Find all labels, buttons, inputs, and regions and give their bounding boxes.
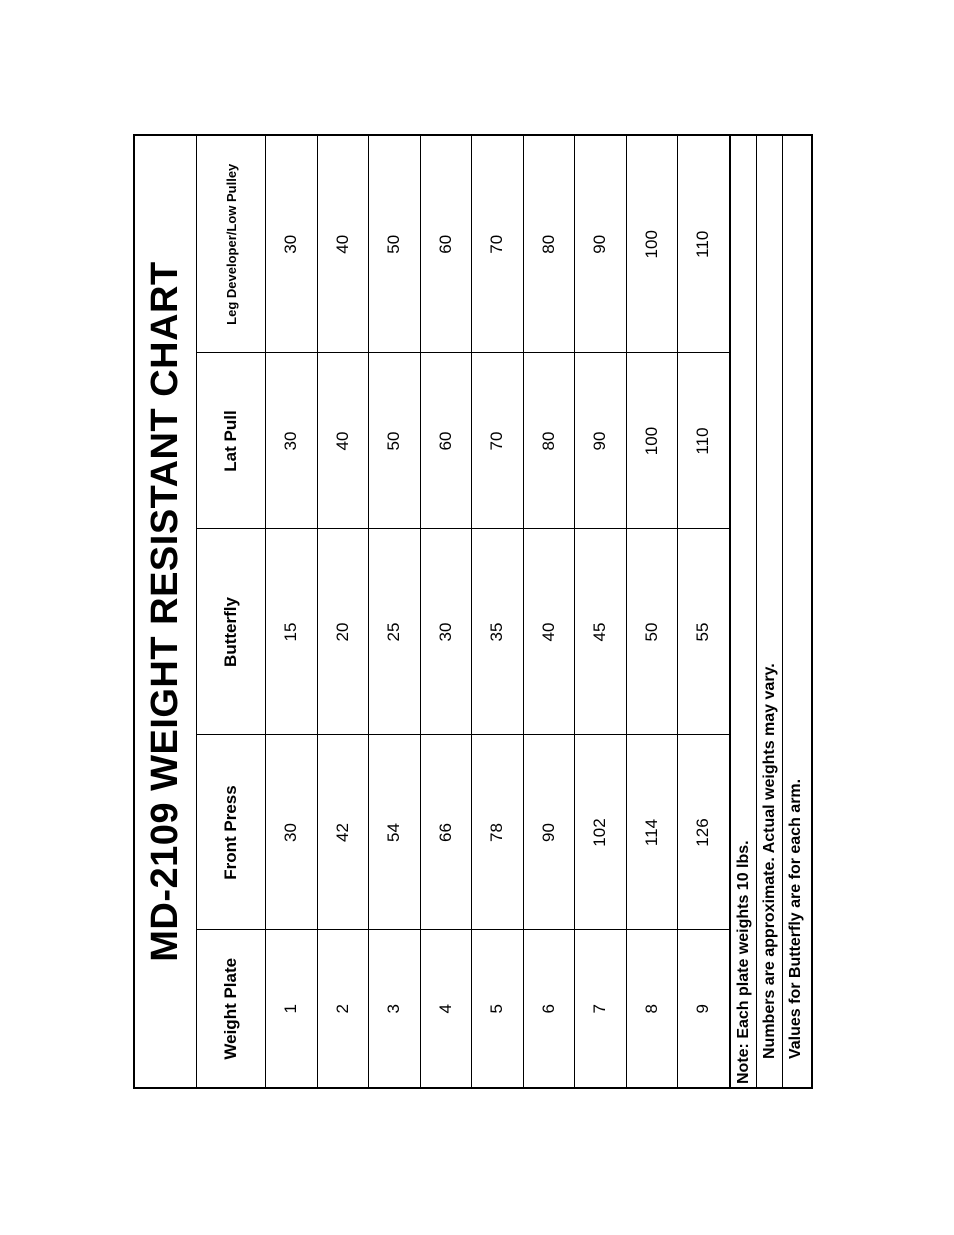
column-header-butterfly: Butterfly <box>197 529 266 735</box>
cell-lat-pull: 70 <box>472 353 524 529</box>
cell-weight-plate: 4 <box>420 930 472 1087</box>
cell-lat-pull: 40 <box>317 353 369 529</box>
cell-weight-plate: 8 <box>626 930 678 1087</box>
column-header-leg-developer: Leg Developer/Low Pulley <box>197 136 266 353</box>
cell-leg-developer: 110 <box>678 136 730 353</box>
cell-front-press: 126 <box>678 735 730 930</box>
column-header-weight-plate: Weight Plate <box>197 930 266 1087</box>
cell-weight-plate: 9 <box>678 930 730 1087</box>
cell-front-press: 54 <box>369 735 421 930</box>
table-row <box>523 136 575 1087</box>
cell-weight-plate: 6 <box>523 930 575 1087</box>
cell-butterfly: 50 <box>626 529 678 735</box>
cell-butterfly: 45 <box>575 529 627 735</box>
cell-leg-developer: 40 <box>317 136 369 353</box>
cell-weight-plate: 5 <box>472 930 524 1087</box>
cell-lat-pull: 30 <box>266 353 318 529</box>
table-row <box>317 136 369 1087</box>
notes-section <box>730 136 809 1087</box>
cell-butterfly: 15 <box>266 529 318 735</box>
table-row <box>626 136 678 1087</box>
cell-weight-plate: 2 <box>317 930 369 1087</box>
cell-butterfly: 30 <box>420 529 472 735</box>
note-butterfly: Values for Butterfly are for each arm. <box>786 778 804 1059</box>
weight-table <box>197 136 730 1087</box>
note-approximate: Numbers are approximate. Actual weights may vary. <box>757 136 783 1087</box>
weight-resistant-chart <box>133 134 813 1089</box>
cell-leg-developer: 100 <box>626 136 678 353</box>
cell-front-press: 78 <box>472 735 524 930</box>
cell-leg-developer: 70 <box>472 136 524 353</box>
cell-butterfly: 35 <box>472 529 524 735</box>
cell-weight-plate: 7 <box>575 930 627 1087</box>
cell-front-press: 42 <box>317 735 369 930</box>
cell-front-press: 90 <box>523 735 575 930</box>
cell-leg-developer: 90 <box>575 136 627 353</box>
cell-leg-developer: 80 <box>523 136 575 353</box>
chart-title: MD-2109 WEIGHT RESISTANT CHART <box>135 136 197 1087</box>
cell-butterfly: 25 <box>369 529 421 735</box>
note-plate-weight: Note: Each plate weights 10 lbs. <box>731 136 757 1087</box>
table-row <box>472 136 524 1087</box>
table-row <box>369 136 421 1087</box>
cell-lat-pull: 80 <box>523 353 575 529</box>
column-header-lat-pull: Lat Pull <box>197 353 266 529</box>
cell-lat-pull: 100 <box>626 353 678 529</box>
cell-leg-developer: 30 <box>266 136 318 353</box>
table-row <box>575 136 627 1087</box>
cell-butterfly: 40 <box>523 529 575 735</box>
table-row <box>266 136 318 1087</box>
cell-butterfly: 20 <box>317 529 369 735</box>
cell-lat-pull: 110 <box>678 353 730 529</box>
cell-front-press: 114 <box>626 735 678 930</box>
cell-leg-developer: 60 <box>420 136 472 353</box>
column-header-front-press: Front Press <box>197 735 266 930</box>
cell-lat-pull: 90 <box>575 353 627 529</box>
cell-butterfly: 55 <box>678 529 730 735</box>
cell-leg-developer: 50 <box>369 136 421 353</box>
table-row <box>420 136 472 1087</box>
chart-frame <box>133 134 813 1089</box>
cell-front-press: 66 <box>420 735 472 930</box>
cell-front-press: 102 <box>575 735 627 930</box>
cell-weight-plate: 3 <box>369 930 421 1087</box>
header-row <box>197 136 266 1087</box>
cell-lat-pull: 60 <box>420 353 472 529</box>
table-row <box>678 136 730 1087</box>
cell-weight-plate: 1 <box>266 930 318 1087</box>
cell-lat-pull: 50 <box>369 353 421 529</box>
cell-front-press: 30 <box>266 735 318 930</box>
